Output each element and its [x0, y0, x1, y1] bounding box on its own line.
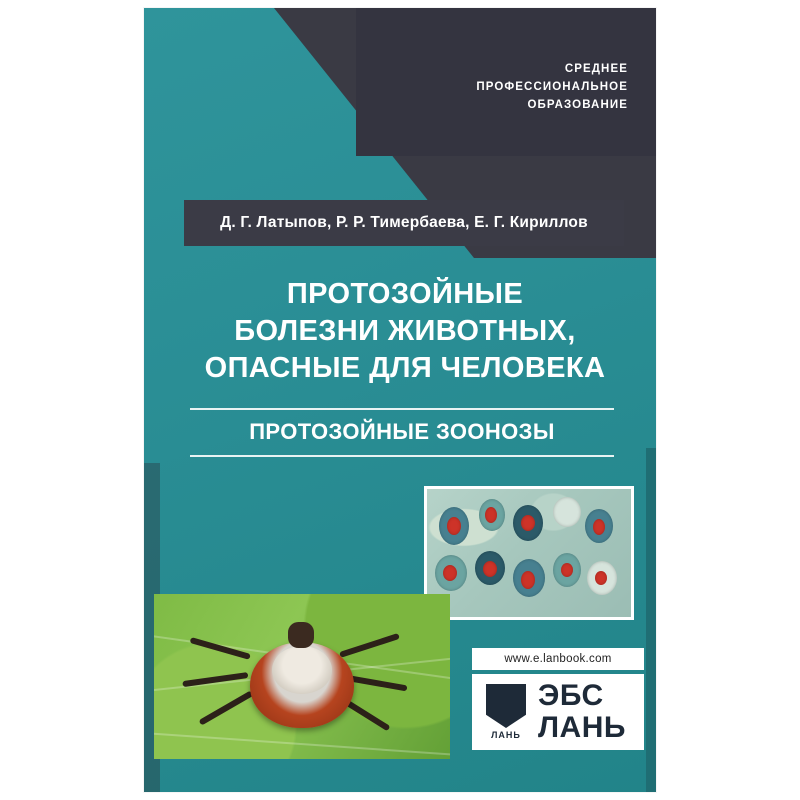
website-box[interactable]: [472, 648, 644, 670]
publisher-name: [538, 680, 626, 744]
series-label: [398, 60, 628, 114]
tick-photo: [154, 594, 450, 759]
publisher-line-2: ЛАНЬ: [538, 711, 626, 744]
series-line-3: ОБРАЗОВАНИЕ: [527, 99, 628, 111]
title-line-1: ПРОТОЗОЙНЫЕ: [286, 278, 524, 310]
publisher-mark-text: ЛАНЬ: [491, 730, 521, 740]
cover-right-strip: [646, 448, 656, 792]
tick-scutum: [272, 646, 332, 694]
title-line-2: БОЛЕЗНИ ЖИВОТНЫХ,: [234, 315, 576, 347]
book-cover: [144, 8, 656, 792]
publisher-logo-block: [472, 674, 644, 750]
website-url: www.e.lanbook.com: [504, 653, 612, 665]
series-line-2: ПРОФЕССИОНАЛЬНОЕ: [476, 81, 628, 93]
book-subtitle: ПРОТОЗОЙНЫЕ ЗООНОЗЫ: [249, 419, 555, 444]
series-line-1: СРЕДНЕЕ: [564, 63, 628, 75]
micrograph-photo: [424, 486, 634, 620]
tick-head: [288, 622, 314, 648]
title-line-3: ОПАСНЫЕ ДЛЯ ЧЕЛОВЕКА: [204, 352, 606, 384]
authors-bar: [184, 200, 624, 246]
book-title: [170, 276, 640, 387]
publisher-line-1: ЭБС: [538, 679, 604, 712]
lan-shield-icon: [478, 680, 534, 744]
micrograph-image: [427, 489, 631, 617]
book-subtitle-frame: [190, 408, 614, 457]
authors-text: Д. Г. Латыпов, Р. Р. Тимербаева, Е. Г. Кириллов: [220, 214, 588, 231]
